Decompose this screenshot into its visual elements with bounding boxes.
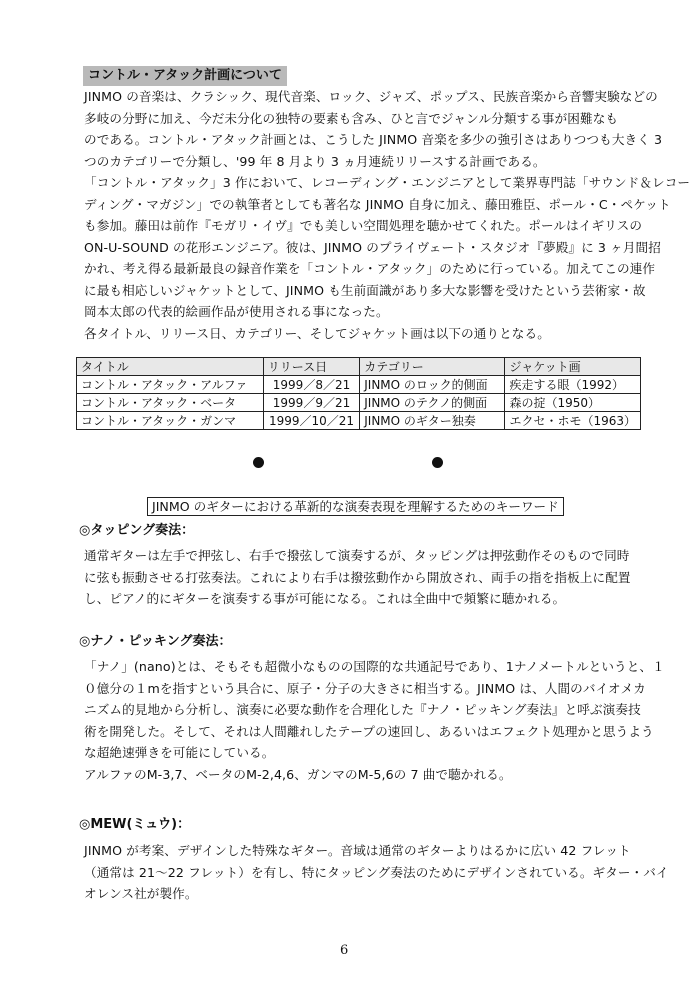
column-header: カテゴリー [360,358,505,376]
table-cell: 1999／9／21 [263,394,359,412]
text-line: 「コントル・アタック」3 作において、レコーディング・エンジニアとして業界専門誌「サウンド＆レコー [84,175,691,190]
tapping-heading: ◎タッピング奏法： [79,523,195,538]
text-line: 岡本太郎の代表的絵画作品が使用される事になった。 [84,304,389,319]
table-cell: JINMO のテクノ的側面 [360,394,505,412]
column-header: リリース日 [263,358,359,376]
table-cell: コントル・アタック・アルファ [77,376,264,394]
page-number: 6 [340,943,349,958]
text-line: し、ピアノ的にギターを演奏する事が可能になる。これは全曲中で頻繁に聴かれる。 [84,591,566,606]
text-line: JINMO の音楽は、クラシック、現代音楽、ロック、ジャズ、ポップス、民族音楽から音響実験などの [84,89,658,104]
nano-picking-paragraph [84,656,665,785]
table-cell: JINMO のロック的側面 [360,376,505,394]
text-line: 術を開発した。そして、それは人間離れしたテープの速回し、あるいはエフェクト処理かと思うよう [84,723,654,739]
table-cell: コントル・アタック・ベータ [77,394,264,412]
text-line: ニズム的見地から分析し、演奏に必要な動作を合理化した『ナノ・ピッキング奏法』と呼ぶ演奏技 [84,702,641,717]
table-row [77,412,641,430]
table-cell: コントル・アタック・ガンマ [77,412,264,430]
table-header-row [77,358,641,376]
tapping-paragraph [84,545,644,610]
text-line: オレンス社が製作。 [84,886,198,901]
text-line: ０億分の１mを指すという具合に、原子・分子の大きさに相当する。JINMO は、人間のバイオメカ [84,680,646,696]
table-cell: 1999／10／21 [263,412,359,430]
bullet-dot-icon [253,457,264,468]
text-line: 各タイトル、リリース日、カテゴリー、そしてジャケット画は以下の通りとなる。 [84,325,550,341]
table-cell: エクセ・ホモ（1963） [505,412,641,430]
text-line: つのカテゴリーで分類し、'99 年 8 月より 3 ヵ月連続リリースする計画である。 [84,153,546,169]
column-header: ジャケット画 [505,358,641,376]
text-line: も参加。藤田は前作『モガリ・イヴ』でも美しい空間処理を聴かせてくれた。ポールはイギリスの [84,218,643,233]
text-line: アルファのM-3,7、ベータのM-2,4,6、ガンマのM-5,6の 7 曲で聴かれる。 [84,766,512,782]
column-header: タイトル [77,358,264,376]
mew-paragraph [84,840,669,905]
table-cell: 疾走する眼（1992） [505,376,641,394]
table-cell: JINMO のギター独奏 [360,412,505,430]
bullet-dot-icon [432,457,443,468]
table-row [77,376,641,394]
release-table [76,357,641,430]
text-line: かれ、考え得る最新最良の録音作業を「コントル・アタック」のために行っている。加えてこの連作 [84,261,656,276]
table-row [77,394,641,412]
text-line: 「ナノ」(nano)とは、そもそも超微小なものの国際的な共通記号であり、1ナノメートルというと、１ [84,659,665,674]
keyword-title: JINMO のギターにおける革新的な演奏表現を理解するためのキーワード [147,497,564,516]
text-line: に弦も振動させる打弦奏法。これにより右手は撥弦動作から開放され、両手の指を指板上に配置 [84,569,631,585]
text-line: 通常ギターは左手で押弦し、右手で撥弦して演奏するが、タッピングは押弦動作そのもので同時 [84,548,630,563]
text-line: JINMO が考案、デザインした特殊なギター。音域は通常のギターよりはるかに広い 42 フレット [84,843,631,858]
text-line: ディング・マガジン」での執筆者としても著名な JINMO 自身に加え、藤田雅臣、ポール・C・ペケット [84,196,671,212]
nano-picking-heading: ◎ナノ・ピッキング奏法： [79,634,232,649]
text-line: 多岐の分野に加え、今だ未分化の独特の要素も含み、ひと言でジャンル分類する事が困難なも [84,110,619,126]
text-line: ON-U-SOUND の花形エンジニア。彼は、JINMO のプライヴェート・スタジオ『夢殿』に 3 ヶ月間招 [84,239,661,255]
intro-paragraph [84,86,691,344]
text-line: （通常は 21～22 フレット）を有し、特にタッピング奏法のためにデザインされている。ギター・バイ [84,864,669,880]
text-line: のである。コントル・アタック計画とは、こうした JINMO 音楽を多少の強引さはありつつも大きく 3 [84,132,663,147]
text-line: な超絶速弾きを可能にしている。 [84,745,275,760]
table-cell: 1999／8／21 [263,376,359,394]
section-title: コントル・アタック計画について [83,66,287,86]
mew-heading: ◎MEW(ミュウ)： [79,817,191,832]
table-cell: 森の掟（1950） [505,394,641,412]
text-line: に最も相応しいジャケットとして、JINMO も生前面識があり多大な影響を受けたという芸術家・故 [84,282,646,298]
